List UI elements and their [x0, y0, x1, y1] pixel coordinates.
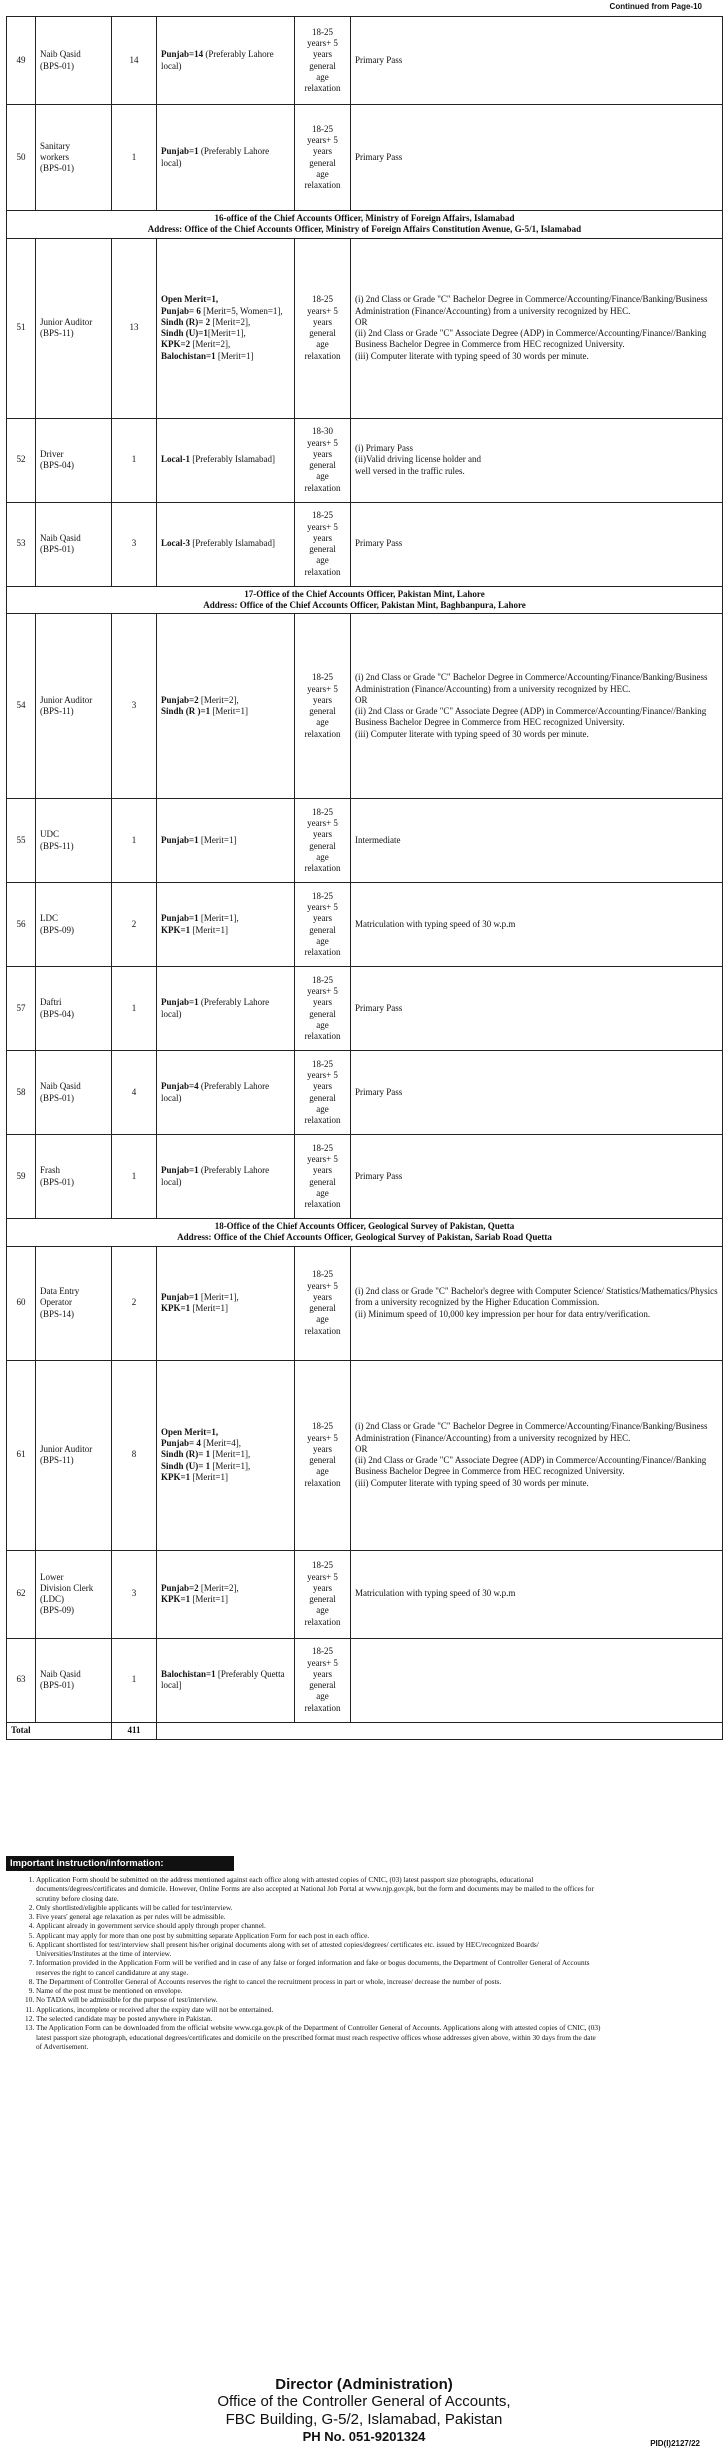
instruction-item: 6. Applicant shortlisted for test/interview shall present his/her original documents along with set of attested copies/degrees/ certificates etc. issued by HEC/recognized Boards/ Universities/Institutes at the time of interview. [36, 1940, 722, 1959]
serial-number: 54 [7, 614, 36, 799]
instruction-item: 8. The Department of Controller General of Accounts reserves the right to cancel the recruitment process in part or whole, increase/ decrease the number of posts. [36, 1977, 722, 1986]
post-count: 1 [112, 418, 157, 502]
serial-number: 61 [7, 1360, 36, 1550]
instruction-item: 2. Only shortlisted/eligible applicants will be called for test/interview. [36, 1903, 722, 1912]
quota: Open Merit=1, Punjab= 4 [Merit=4], Sindh (R)= 1 [Merit=1], Sindh (U)= 1 [Merit=1], KPK=1 [Merit=1] [157, 1360, 295, 1550]
age-limit: 18-25 years+ 5 years general age relaxation [295, 883, 351, 967]
quota: Punjab=1 (Preferably Lahore local) [157, 1135, 295, 1219]
qualification: Matriculation with typing speed of 30 w.p.m [351, 883, 723, 967]
post-name: Sanitary workers (BPS-01) [36, 105, 112, 211]
quota: Punjab=4 (Preferably Lahore local) [157, 1051, 295, 1135]
quota: Punjab=1 [Merit=1], KPK=1 [Merit=1] [157, 1246, 295, 1360]
section-header [7, 586, 723, 614]
post-name: Driver (BPS-04) [36, 418, 112, 502]
age-limit: 18-25 years+ 5 years general age relaxation [295, 238, 351, 418]
serial-number: 59 [7, 1135, 36, 1219]
serial-number: 63 [7, 1638, 36, 1722]
serial-number: 50 [7, 105, 36, 211]
post-name: LDC (BPS-09) [36, 883, 112, 967]
post-count: 1 [112, 967, 157, 1051]
table-row [7, 1135, 723, 1219]
age-limit: 18-25 years+ 5 years general age relaxation [295, 1550, 351, 1638]
age-limit: 18-25 years+ 5 years general age relaxation [295, 1638, 351, 1722]
quota: Punjab=1 (Preferably Lahore local) [157, 967, 295, 1051]
post-name: Lower Division Clerk (LDC) (BPS-09) [36, 1550, 112, 1638]
post-count: 13 [112, 238, 157, 418]
serial-number: 57 [7, 967, 36, 1051]
table-row [7, 883, 723, 967]
signature-phone: PH No. 051-9201324 [302, 2429, 426, 2444]
post-name: Junior Auditor (BPS-11) [36, 238, 112, 418]
qualification: (i) 2nd Class or Grade "C" Bachelor Degree in Commerce/Accounting/Finance/Banking/Business Administration (Finance/Accounting) from a university recognized by HEC. OR (ii) 2nd Class or Grade "C" Associate Degree (ADP) in Commerce/Accounting/Finance//Banking Business Bachelor Degree in Commerce from HEC recognized University. (iii) Computer literate with typing speed of 30 words per minute. [351, 238, 723, 418]
table-row [7, 17, 723, 105]
post-name: Data Entry Operator (BPS-14) [36, 1246, 112, 1360]
quota: Punjab=1 (Preferably Lahore local) [157, 105, 295, 211]
table-row [7, 1051, 723, 1135]
age-limit: 18-25 years+ 5 years general age relaxation [295, 502, 351, 586]
serial-number: 49 [7, 17, 36, 105]
post-name: Frash (BPS-01) [36, 1135, 112, 1219]
section-title: 16-office of the Chief Accounts Officer, Ministry of Foreign Affairs, Islamabad [214, 213, 515, 223]
section-address: Address: Office of the Chief Accounts Officer, Pakistan Mint, Baghbanpura, Lahore [203, 599, 526, 610]
qualification: Primary Pass [351, 1051, 723, 1135]
continued-note: Continued from Page-10 [609, 2, 702, 11]
instructions-list [6, 1875, 722, 2051]
quota: Local-3 [Preferably Islamabad] [157, 502, 295, 586]
section-header [7, 211, 723, 239]
post-name: Daftri (BPS-04) [36, 967, 112, 1051]
post-count: 1 [112, 1135, 157, 1219]
quota: Open Merit=1, Punjab= 6 [Merit=5, Women=1], Sindh (R)= 2 [Merit=2], Sindh (U)=1[Merit=1], KPK=2 [Merit=2], Balochistan=1 [Merit=1] [157, 238, 295, 418]
qualification: Primary Pass [351, 502, 723, 586]
signature-line1: Office of the Controller General of Accounts, [217, 2393, 511, 2410]
qualification: Matriculation with typing speed of 30 w.p.m [351, 1550, 723, 1638]
post-name: UDC (BPS-11) [36, 799, 112, 883]
post-count: 4 [112, 1051, 157, 1135]
age-limit: 18-25 years+ 5 years general age relaxation [295, 967, 351, 1051]
instruction-item: 5. Applicant may apply for more than one post by submitting separate Application Form for each post in each office. [36, 1931, 722, 1940]
instruction-item: 4. Applicant already in government service should apply through proper channel. [36, 1921, 722, 1930]
post-name: Junior Auditor (BPS-11) [36, 1360, 112, 1550]
qualification: (i) 2nd class or Grade "C" Bachelor's degree with Computer Science/ Statistics/Mathematics/Physics from a university recognized by the Higher Education Commission. (ii) Minimum speed of 10,000 key impression per hour for data entry/verification. [351, 1246, 723, 1360]
section-title: 17-Office of the Chief Accounts Officer, Pakistan Mint, Lahore [244, 588, 485, 599]
instruction-item: 1. Application Form should be submitted on the address mentioned against each office along with attested copies of CNIC, (03) latest passport size photographs, educational documents/degrees/certificates and domicile. However, Online Forms are also accepted at National Job Portal at www.njp.gov.pk, but the form and documents may be mailed to the offices for scrutiny before closing date. [36, 1875, 722, 1903]
serial-number: 56 [7, 883, 36, 967]
age-limit: 18-25 years+ 5 years general age relaxation [295, 614, 351, 799]
post-name: Naib Qasid (BPS-01) [36, 1638, 112, 1722]
serial-number: 58 [7, 1051, 36, 1135]
age-limit: 18-30 years+ 5 years general age relaxation [295, 418, 351, 502]
post-name: Naib Qasid (BPS-01) [36, 1051, 112, 1135]
quota: Punjab=14 (Preferably Lahore local) [157, 17, 295, 105]
total-label: Total [7, 1722, 112, 1739]
table-row [7, 1360, 723, 1550]
instruction-item: 7. Information provided in the Application Form will be verified and in case of any false or forged information and fake or bogus documents, the Department of Controller General of Accounts reserves the right to cancel candidature at any stage. [36, 1958, 722, 1977]
table-row [7, 967, 723, 1051]
instruction-item: 3. Five years' general age relaxation as per rules will be admissible. [36, 1912, 722, 1921]
qualification: Primary Pass [351, 17, 723, 105]
post-count: 3 [112, 502, 157, 586]
instruction-item: 13. The Application Form can be downloaded from the official website www.cga.gov.pk of the Department of Controller General of Accounts. Applications along with attested copies of CNIC, (03) latest passport size photograph, educational degrees/certificates and domicile on the prescribed format must reach respective offices whose addresses given above, within 30 days from the date of Advertisement. [36, 2023, 722, 2051]
qualification: Primary Pass [351, 1135, 723, 1219]
signature-line2: FBC Building, G-5/2, Islamabad, Pakistan [225, 2411, 503, 2428]
quota: Punjab=1 [Merit=1] [157, 799, 295, 883]
post-name: Naib Qasid (BPS-01) [36, 17, 112, 105]
qualification: Intermediate [351, 799, 723, 883]
total-value: 411 [112, 1722, 157, 1739]
pid-number: PID(I)2127/22 [650, 2439, 700, 2448]
table-row [7, 238, 723, 418]
qualification: (i) 2nd Class or Grade "C" Bachelor Degree in Commerce/Accounting/Finance/Banking/Business Administration (Finance/Accounting) from a university recognized by HEC. OR (ii) 2nd Class or Grade "C" Associate Degree (ADP) in Commerce/Accounting/Finance//Banking Business Bachelor Degree in Commerce from HEC recognized University. (iii) Computer literate with typing speed of 30 words per minute. [351, 1360, 723, 1550]
post-count: 3 [112, 1550, 157, 1638]
signature-title: Director (Administration) [275, 2376, 453, 2393]
qualification: (i) 2nd Class or Grade "C" Bachelor Degree in Commerce/Accounting/Finance/Banking/Business Administration (Finance/Accounting) from a university recognized by HEC. OR (ii) 2nd Class or Grade "C" Associate Degree (ADP) in Commerce/Accounting/Finance//Banking Business Bachelor Degree in Commerce from HEC recognized University. (iii) Computer literate with typing speed of 30 words per minute. [351, 614, 723, 799]
table-row [7, 1246, 723, 1360]
post-name: Junior Auditor (BPS-11) [36, 614, 112, 799]
section-address: Address: Office of the Chief Accounts Officer, Ministry of Foreign Affairs Constitution Avenue, G-5/1, Islamabad [147, 224, 582, 235]
quota: Punjab=2 [Merit=2], Sindh (R )=1 [Merit=1] [157, 614, 295, 799]
section-address: Address: Office of the Chief Accounts Officer, Geological Survey of Pakistan, Sariab Road Quetta [177, 1232, 552, 1243]
instruction-item: 11. Applications, incomplete or received after the expiry date will not be entertained. [36, 2005, 722, 2014]
qualification: Primary Pass [351, 105, 723, 211]
age-limit: 18-25 years+ 5 years general age relaxation [295, 1135, 351, 1219]
post-name: Naib Qasid (BPS-01) [36, 502, 112, 586]
post-count: 8 [112, 1360, 157, 1550]
serial-number: 51 [7, 238, 36, 418]
instructions-block [6, 1856, 722, 2051]
instructions-heading: Important instruction/information: [6, 1856, 234, 1871]
table-row [7, 105, 723, 211]
instruction-item: 10. No TADA will be admissible for the purpose of test/interview. [36, 1995, 722, 2004]
post-count: 14 [112, 17, 157, 105]
qualification: (i) Primary Pass (ii)Valid driving license holder and well versed in the traffic rules. [351, 418, 723, 502]
post-count: 2 [112, 883, 157, 967]
post-count: 1 [112, 105, 157, 211]
age-limit: 18-25 years+ 5 years general age relaxation [295, 1246, 351, 1360]
section-title: 18-Office of the Chief Accounts Officer, Geological Survey of Pakistan, Quetta [214, 1221, 515, 1231]
serial-number: 53 [7, 502, 36, 586]
table-row [7, 418, 723, 502]
quota: Punjab=1 [Merit=1], KPK=1 [Merit=1] [157, 883, 295, 967]
age-limit: 18-25 years+ 5 years general age relaxation [295, 1051, 351, 1135]
table-row [7, 1638, 723, 1722]
post-count: 1 [112, 1638, 157, 1722]
quota: Local-1 [Preferably Islamabad] [157, 418, 295, 502]
serial-number: 52 [7, 418, 36, 502]
quota: Punjab=2 [Merit=2], KPK=1 [Merit=1] [157, 1550, 295, 1638]
quota: Balochistan=1 [Preferably Quetta local] [157, 1638, 295, 1722]
qualification [351, 1638, 723, 1722]
table-row [7, 799, 723, 883]
serial-number: 60 [7, 1246, 36, 1360]
age-limit: 18-25 years+ 5 years general age relaxation [295, 17, 351, 105]
qualification: Primary Pass [351, 967, 723, 1051]
jobs-table [6, 16, 723, 1740]
instruction-item: 12. The selected candidate may be posted anywhere in Pakistan. [36, 2014, 722, 2023]
age-limit: 18-25 years+ 5 years general age relaxation [295, 105, 351, 211]
age-limit: 18-25 years+ 5 years general age relaxation [295, 799, 351, 883]
table-row [7, 502, 723, 586]
post-count: 1 [112, 799, 157, 883]
instruction-item: 9. Name of the post must be mentioned on envelope. [36, 1986, 722, 1995]
serial-number: 55 [7, 799, 36, 883]
total-row [7, 1722, 723, 1739]
post-count: 3 [112, 614, 157, 799]
table-row [7, 1550, 723, 1638]
age-limit: 18-25 years+ 5 years general age relaxation [295, 1360, 351, 1550]
section-header [7, 1219, 723, 1247]
post-count: 2 [112, 1246, 157, 1360]
table-row [7, 614, 723, 799]
serial-number: 62 [7, 1550, 36, 1638]
